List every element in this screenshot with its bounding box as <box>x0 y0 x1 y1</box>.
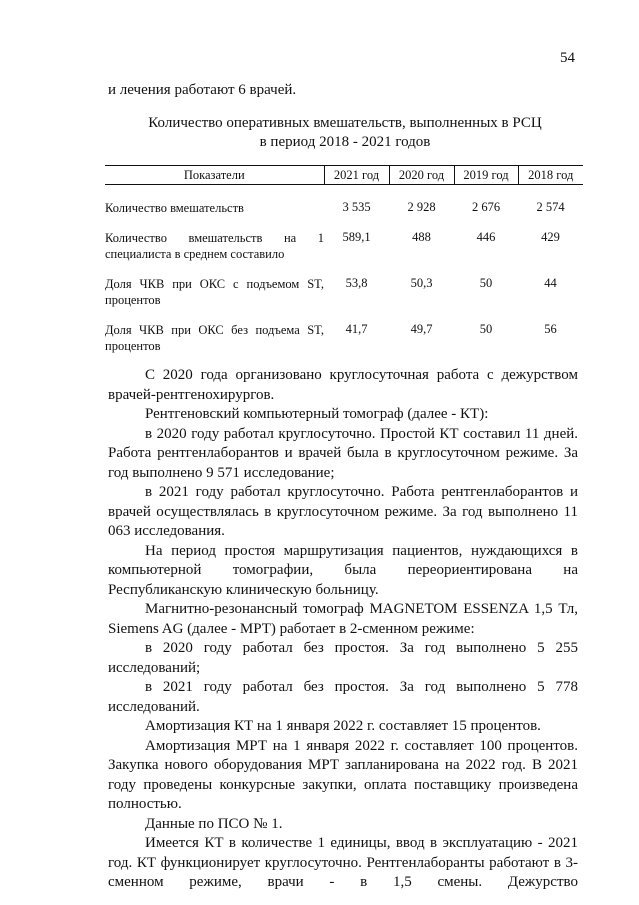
cell-2020: 488 <box>412 230 431 244</box>
header-year-2021: 2021 год <box>324 166 389 185</box>
cell-2019: 50 <box>479 322 493 336</box>
cell-2021: 3 535 <box>342 200 371 214</box>
cell-2020: 49,7 <box>410 322 433 336</box>
interventions-table <box>105 165 583 354</box>
paragraph: Амортизация МРТ на 1 января 2022 г. составляет 100 процентов. Закупка нового оборудования МРТ запланирована на 2022 год. В 2021 году проведены конкурсные закупки, оплата поставщику произведена полностью. <box>108 737 578 812</box>
paragraph: Имеется КТ в количестве 1 единицы, ввод в эксплуатацию - 2021 год. КТ функционирует круглосуточно. Рентгенлаборанты работают в 3-сменном режиме, врачи - в 1,5 смены. Дежурство <box>108 835 578 890</box>
row-label: Доля ЧКВ при ОКС с подъемом ST, процентов <box>105 277 324 307</box>
paragraph: Рентгеновский компьютерный томограф (далее - КТ): <box>145 406 489 422</box>
cell-2018: 2 574 <box>536 200 565 214</box>
cell-2020: 2 928 <box>407 200 436 214</box>
paragraph: Магнитно-резонансный томограф MAGNETOM ESSENZA 1,5 Тл, Siemens AG (далее - МРТ) работает в 2-сменном режиме: <box>108 601 578 637</box>
paragraph: С 2020 года организовано круглосуточная работа с дежурством врачей-рентгенохирургов. <box>108 367 578 403</box>
table-row <box>105 262 583 308</box>
paragraph: в 2020 году работал круглосуточно. Простой КТ составил 11 дней. Работа рентгенлаборантов и врачей была в круглосуточном режиме. За год выполнено 9 571 исследование; <box>108 425 578 481</box>
paragraph: в 2021 году работал круглосуточно. Работа рентгенлаборантов и врачей осуществлялась в круглосуточном режиме. За год выполнено 11 063 исследования. <box>108 484 578 539</box>
paragraph: в 2021 году работал без простоя. За год выполнено 5 778 исследований. <box>108 679 578 715</box>
table-row <box>105 216 583 262</box>
paragraph: Амортизация КТ на 1 января 2022 г. составляет 15 процентов. <box>145 718 541 734</box>
cell-2020: 50,3 <box>410 276 433 290</box>
table-title-line-1: Количество оперативных вмешательств, выполненных в РСЦ <box>148 115 542 131</box>
paragraph: Данные по ПСО № 1. <box>145 815 283 832</box>
cell-2021: 41,7 <box>345 322 368 336</box>
table-row <box>105 185 583 217</box>
paragraph: На период простоя маршрутизация пациентов, нуждающихся в компьютерной томографии, была переориентирована на Республиканскую клиническую больницу. <box>108 542 578 598</box>
row-label: Количество вмешательств <box>105 201 244 215</box>
intro-line: и лечения работают 6 врачей. <box>108 82 297 98</box>
header-indicators: Показатели <box>105 166 324 185</box>
table-row <box>105 308 583 354</box>
table-header-row <box>105 166 583 185</box>
cell-2018: 429 <box>541 230 560 244</box>
table-title <box>108 114 582 152</box>
body-text <box>108 366 578 893</box>
page-number: 54 <box>560 50 575 66</box>
cell-2019: 50 <box>479 276 493 290</box>
cell-2018: 44 <box>544 276 557 290</box>
header-year-2019: 2019 год <box>454 166 518 185</box>
paragraph: в 2020 году работал без простоя. За год выполнено 5 255 исследований; <box>108 640 578 676</box>
row-label: Доля ЧКВ при ОКС без подъема ST, процентов <box>105 323 324 353</box>
table-title-line-2: в период 2018 - 2021 годов <box>259 134 431 150</box>
header-year-2020: 2020 год <box>389 166 454 185</box>
cell-2019: 2 676 <box>471 200 501 214</box>
header-year-2018: 2018 год <box>518 166 583 185</box>
cell-2021: 589,1 <box>342 230 371 244</box>
cell-2021: 53,8 <box>345 276 368 290</box>
cell-2018: 56 <box>544 322 557 336</box>
row-label: Количество вмешательств на 1 специалиста в среднем составило <box>105 231 324 261</box>
cell-2019: 446 <box>476 230 496 244</box>
